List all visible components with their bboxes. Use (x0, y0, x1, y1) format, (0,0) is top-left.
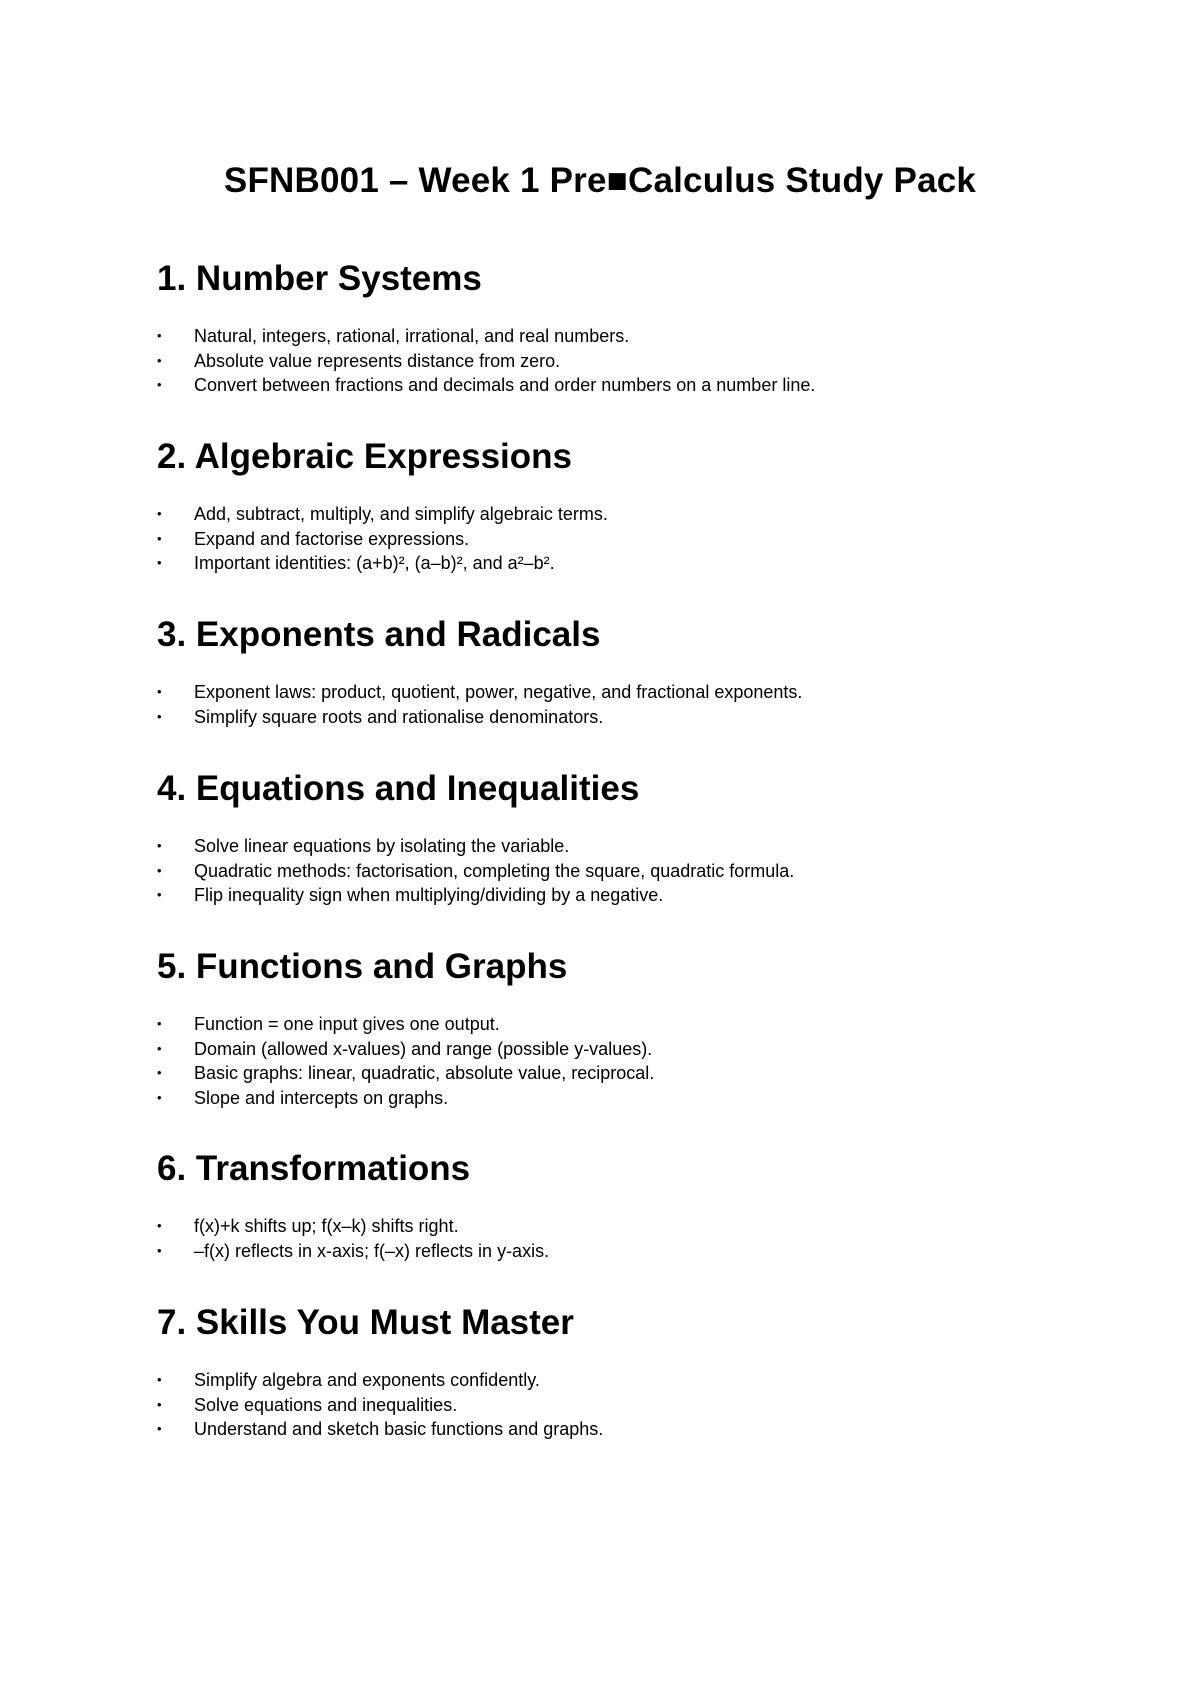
list-item (157, 349, 1137, 374)
section-skills-you-must-master (157, 1302, 1137, 1442)
bullet-list (157, 324, 1137, 398)
list-item (157, 1393, 1137, 1418)
list-item-text: Slope and intercepts on graphs. (194, 1088, 449, 1109)
section-heading: 5. Functions and Graphs (157, 947, 568, 986)
list-item-text: Function = one input gives one output. (194, 1014, 500, 1034)
section-heading: 4. Equations and Inequalities (157, 769, 640, 808)
list-item (157, 1214, 1137, 1239)
list-item-text: Flip inequality sign when multiplying/dividing by a negative. (194, 885, 664, 906)
section-heading: 2. Algebraic Expressions (157, 437, 572, 476)
list-item-text: Solve linear equations by isolating the variable. (194, 836, 570, 856)
section-number-systems (157, 258, 1137, 398)
list-item-text: Simplify square roots and rationalise denominators. (194, 706, 604, 727)
list-item-text: Convert between fractions and decimals and order numbers on a number line. (194, 375, 816, 396)
list-item-text: Quadratic methods: factorisation, completing the square, quadratic formula. (194, 860, 795, 881)
bullet-list (157, 502, 1137, 576)
list-item (157, 1368, 1137, 1393)
bullet-icon: • (157, 328, 162, 343)
bullet-icon: • (157, 708, 162, 724)
list-item-text: Expand and factorise expressions. (194, 528, 470, 549)
list-item-text: Solve equations and inequalities. (194, 1394, 458, 1415)
list-item (157, 1012, 1137, 1037)
section-equations-and-inequalities (157, 768, 1137, 908)
list-item-text: Simplify algebra and exponents confidently. (194, 1370, 540, 1390)
bullet-list (157, 1012, 1137, 1111)
bullet-icon: • (157, 1016, 162, 1031)
list-item (157, 551, 1137, 576)
bullet-icon: • (157, 1396, 162, 1412)
bullet-icon: • (157, 1040, 162, 1056)
list-item-text: –f(x) reflects in x-axis; f(–x) reflects in y-axis. (194, 1240, 550, 1261)
list-item (157, 680, 1137, 705)
list-item (157, 705, 1137, 730)
bullet-icon: • (157, 352, 162, 368)
bullet-icon: • (157, 1090, 162, 1106)
bullet-icon: • (157, 506, 162, 521)
bullet-icon: • (157, 377, 162, 393)
list-item-text: Add, subtract, multiply, and simplify algebraic terms. (194, 504, 608, 524)
section-heading: 3. Exponents and Radicals (157, 615, 601, 654)
bullet-list (157, 1214, 1137, 1263)
bullet-icon: • (157, 862, 162, 878)
list-item-text: Understand and sketch basic functions and graphs. (194, 1419, 604, 1440)
list-item (157, 527, 1137, 552)
section-heading: 1. Number Systems (157, 259, 482, 298)
list-item-text: Important identities: (a+b)², (a–b)², and a²–b². (194, 553, 555, 574)
list-item (157, 1239, 1137, 1264)
list-item (157, 324, 1137, 349)
section-heading: 6. Transformations (157, 1149, 471, 1188)
bullet-list (157, 1368, 1137, 1442)
list-item-text: Domain (allowed x-values) and range (possible y-values). (194, 1038, 653, 1059)
list-item (157, 1086, 1137, 1111)
bullet-icon: • (157, 1421, 162, 1437)
list-item (157, 373, 1137, 398)
list-item (157, 834, 1137, 859)
bullet-icon: • (157, 887, 162, 903)
section-algebraic-expressions (157, 436, 1137, 576)
list-item-text: Exponent laws: product, quotient, power, negative, and fractional exponents. (194, 682, 803, 702)
bullet-icon: • (157, 838, 162, 853)
list-item-text: f(x)+k shifts up; f(x–k) shifts right. (194, 1216, 459, 1236)
bullet-icon: • (157, 1065, 162, 1081)
section-heading: 7. Skills You Must Master (157, 1303, 574, 1342)
list-item-text: Natural, integers, rational, irrational, and real numbers. (194, 326, 630, 346)
list-item-text: Basic graphs: linear, quadratic, absolute value, reciprocal. (194, 1063, 655, 1084)
list-item (157, 1417, 1137, 1442)
list-item (157, 502, 1137, 527)
list-item-text: Absolute value represents distance from zero. (194, 350, 561, 371)
bullet-list (157, 680, 1137, 729)
bullet-icon: • (157, 555, 162, 571)
bullet-icon: • (157, 1218, 162, 1233)
section-exponents-and-radicals (157, 614, 1137, 729)
list-item (157, 859, 1137, 884)
bullet-list (157, 834, 1137, 908)
list-item (157, 1061, 1137, 1086)
section-functions-and-graphs (157, 946, 1137, 1111)
bullet-icon: • (157, 530, 162, 546)
bullet-icon: • (157, 684, 162, 699)
list-item (157, 883, 1137, 908)
list-item (157, 1037, 1137, 1062)
page-title: SFNB001 – Week 1 Pre■Calculus Study Pack (223, 161, 977, 200)
bullet-icon: • (157, 1372, 162, 1387)
section-transformations (157, 1148, 1137, 1263)
bullet-icon: • (157, 1242, 162, 1258)
